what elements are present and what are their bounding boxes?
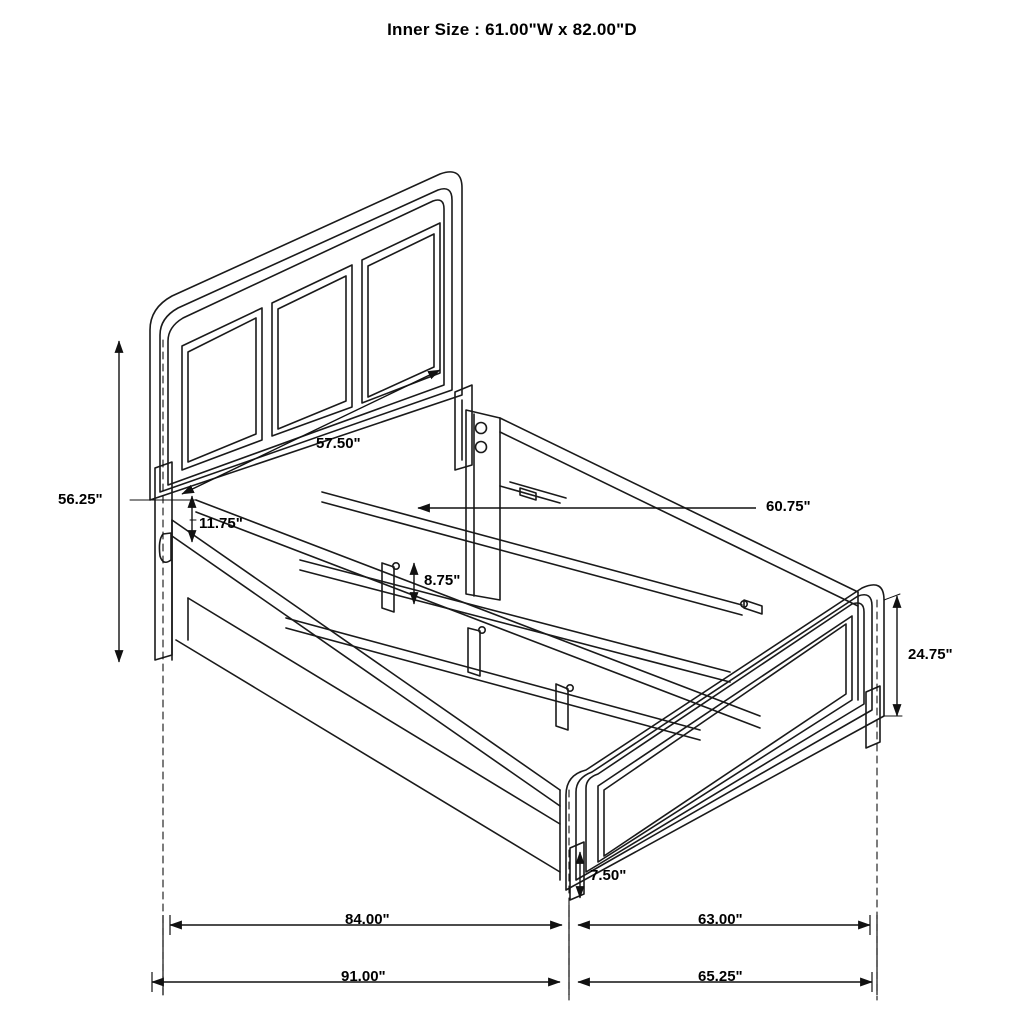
dim-label-rail-to-headboard: 11.75" [199,515,243,532]
dim-label-overall-width: 65.25" [698,968,743,985]
dim-arrow-headboard-width [182,370,440,494]
dim-label-slat-height: 8.75" [424,572,461,589]
dim-label-footboard-height: 24.75" [908,646,953,663]
dim-label-bed-length: 84.00" [345,911,390,928]
dim-label-headboard-width: 57.50" [316,435,361,452]
dim-label-bed-width: 63.00" [698,911,743,928]
dim-label-inner-rail-width: 60.75" [766,498,811,515]
dim-label-overall-height: 56.25" [58,491,103,508]
dim-label-overall-length: 91.00" [341,968,386,985]
page-title: Inner Size : 61.00"W x 82.00"D [387,20,637,39]
dim-label-footboard-clearance: 7.50" [590,867,627,884]
